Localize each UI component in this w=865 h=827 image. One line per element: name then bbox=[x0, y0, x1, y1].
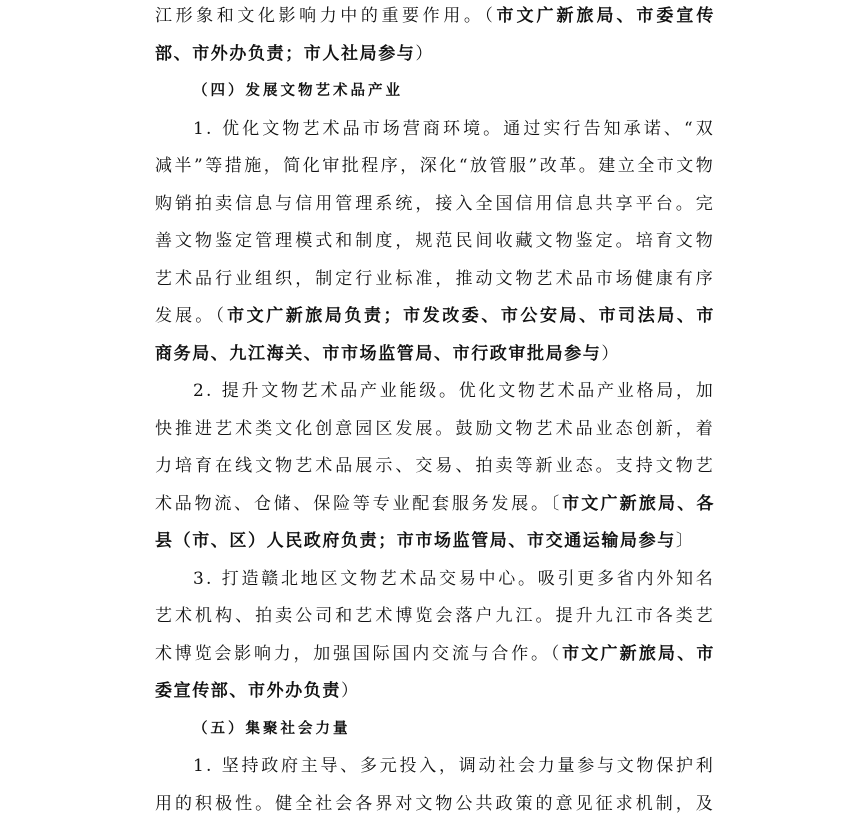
text-line bbox=[155, 0, 715, 36]
body-text: 艺术品行业组织，制定行业标准，推动文物艺术品市场健康有序 bbox=[155, 268, 715, 289]
body-text: 术博览会影响力，加强国际国内交流与合作。（ bbox=[155, 643, 563, 664]
responsibility-text: 市文广新旅局、市 bbox=[562, 643, 715, 664]
body-text: 1. 坚持政府主导、多元投入，调动社会力量参与文物保护利 bbox=[193, 756, 715, 776]
responsibility-text: 部、市外办负责；市人社局参与 bbox=[155, 43, 416, 64]
body-text: 〕 bbox=[675, 531, 696, 551]
document-page bbox=[155, 0, 715, 823]
responsibility-text: 商务局、九江海关、市市场监管局、市行政审批局参与 bbox=[155, 343, 602, 364]
text-line bbox=[155, 298, 715, 336]
section-heading: （五）集聚社会力量 bbox=[193, 720, 351, 737]
text-line bbox=[155, 148, 715, 186]
text-line bbox=[155, 523, 715, 561]
responsibility-text: 市文广新旅局、市委宣传 bbox=[496, 6, 715, 26]
text-line bbox=[155, 411, 715, 449]
text-line bbox=[155, 373, 715, 411]
text-line bbox=[155, 748, 715, 786]
text-line bbox=[155, 223, 715, 261]
body-text: 3. 打造赣北地区文物艺术品交易中心。吸引更多省内外知名 bbox=[193, 568, 715, 589]
body-text: ） bbox=[341, 681, 361, 701]
text-line bbox=[155, 186, 715, 224]
body-text: 购销拍卖信息与信用管理系统，接入全国信用信息共享平台。完 bbox=[155, 193, 715, 214]
body-text: 术品物流、仓储、保险等专业配套服务发展。〔 bbox=[155, 493, 563, 514]
text-line bbox=[155, 36, 715, 74]
body-text: ） bbox=[601, 343, 621, 364]
body-text: ） bbox=[415, 43, 435, 64]
body-text: 艺术机构、拍卖公司和艺术博览会落户九江。提升九江市各类艺 bbox=[155, 606, 715, 626]
responsibility-text: 委宣传部、市外办负责 bbox=[155, 681, 341, 701]
text-line bbox=[155, 486, 715, 524]
text-line bbox=[155, 786, 715, 824]
text-line bbox=[155, 111, 715, 149]
text-line bbox=[155, 561, 715, 599]
body-text: 1. 优化文物艺术品市场营商环境。通过实行告知承诺、“双 bbox=[193, 118, 715, 139]
text-line bbox=[155, 636, 715, 674]
body-text: 力培育在线文物艺术品展示、交易、拍卖等新业态。支持文物艺 bbox=[155, 456, 715, 476]
text-line bbox=[155, 261, 715, 299]
body-text: 减半”等措施，简化审批程序，深化“放管服”改革。建立全市文物 bbox=[155, 156, 715, 176]
text-line bbox=[155, 673, 715, 711]
body-text: 2. 提升文物艺术品产业能级。优化文物艺术品产业格局，加 bbox=[193, 381, 715, 401]
body-text: 快推进艺术类文化创意园区发展。鼓励文物艺术品业态创新，着 bbox=[155, 418, 715, 439]
responsibility-text: 市文广新旅局、各 bbox=[562, 493, 715, 514]
text-line bbox=[155, 336, 715, 374]
responsibility-text: 县（市、区）人民政府负责；市市场监管局、市交通运输局参与 bbox=[155, 531, 676, 551]
body-text: 用的积极性。健全社会各界对文物公共政策的意见征求机制，及 bbox=[155, 793, 715, 814]
text-line bbox=[155, 448, 715, 486]
body-text: 江形象和文化影响力中的重要作用。（ bbox=[155, 6, 497, 26]
responsibility-text: 市文广新旅局负责；市发改委、市公安局、市司法局、市 bbox=[227, 306, 715, 326]
section-heading: （四）发展文物艺术品产业 bbox=[193, 83, 403, 99]
text-line bbox=[155, 598, 715, 636]
body-text: 发展。（ bbox=[155, 306, 228, 326]
body-text: 善文物鉴定管理模式和制度，规范民间收藏文物鉴定。培育文物 bbox=[155, 231, 715, 251]
